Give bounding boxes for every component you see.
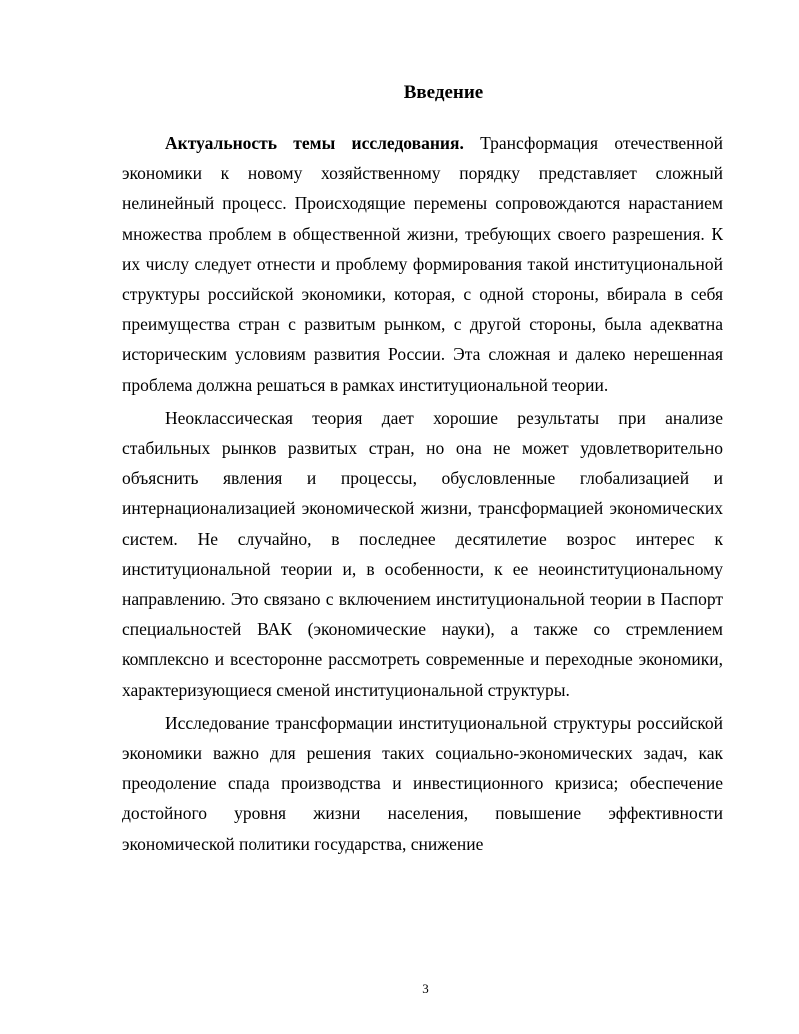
paragraph-text: Неоклассическая теория дает хорошие результаты при анализе стабильных рынков развитых стран, но она не может удовлетворительно объяснить явления и процессы, обусловленные глобализацией и интернационализацией экономической жизни, трансформацией экономических систем. Не случайно, в последнее десятилетие возрос интерес к институциональной теории и, в особенности, к ее неоинституциональному направлению. Это связано с включением институциональной теории в Паспорт специальностей ВАК (экономические науки), а также со стремлением комплексно и всесторонне рассмотреть современные и переходные экономики, характеризующиеся сменой институциональной структуры. [122, 407, 723, 700]
paragraph-text: Исследование трансформации институциональной структуры российской экономики важно для решения таких социально-экономических задач, как преодоление спада производства и инвестиционного кризиса; обеспечение достойного уровня жизни населения, повышение эффективности экономической политики государства, снижение [122, 712, 723, 854]
paragraph-neoclassical [122, 403, 723, 705]
paragraph-research [122, 708, 723, 859]
section-title: Введение [403, 82, 484, 103]
paragraph-text: Трансформация отечественной экономики к новому хозяйственному порядку представляет сложный нелинейный процесс. Происходящие перемены сопровождаются нарастанием множества проблем в общественной жизни, требующих своего разрешения. К их числу следует отнести и проблему формирования такой институциональной структуры российской экономики, которая, с одной стороны, вбирала в себя преимущества стран с развитым рынком, с другой стороны, была адекватна историческим условиям развития России. Эта сложная и далеко нерешенная проблема должна решаться в рамках институциональной теории. [122, 133, 724, 395]
document-body [122, 128, 723, 859]
page-number: 3 [422, 981, 429, 996]
paragraph-lead: Актуальность темы исследования. [165, 133, 464, 153]
paragraph-relevance [122, 128, 723, 400]
